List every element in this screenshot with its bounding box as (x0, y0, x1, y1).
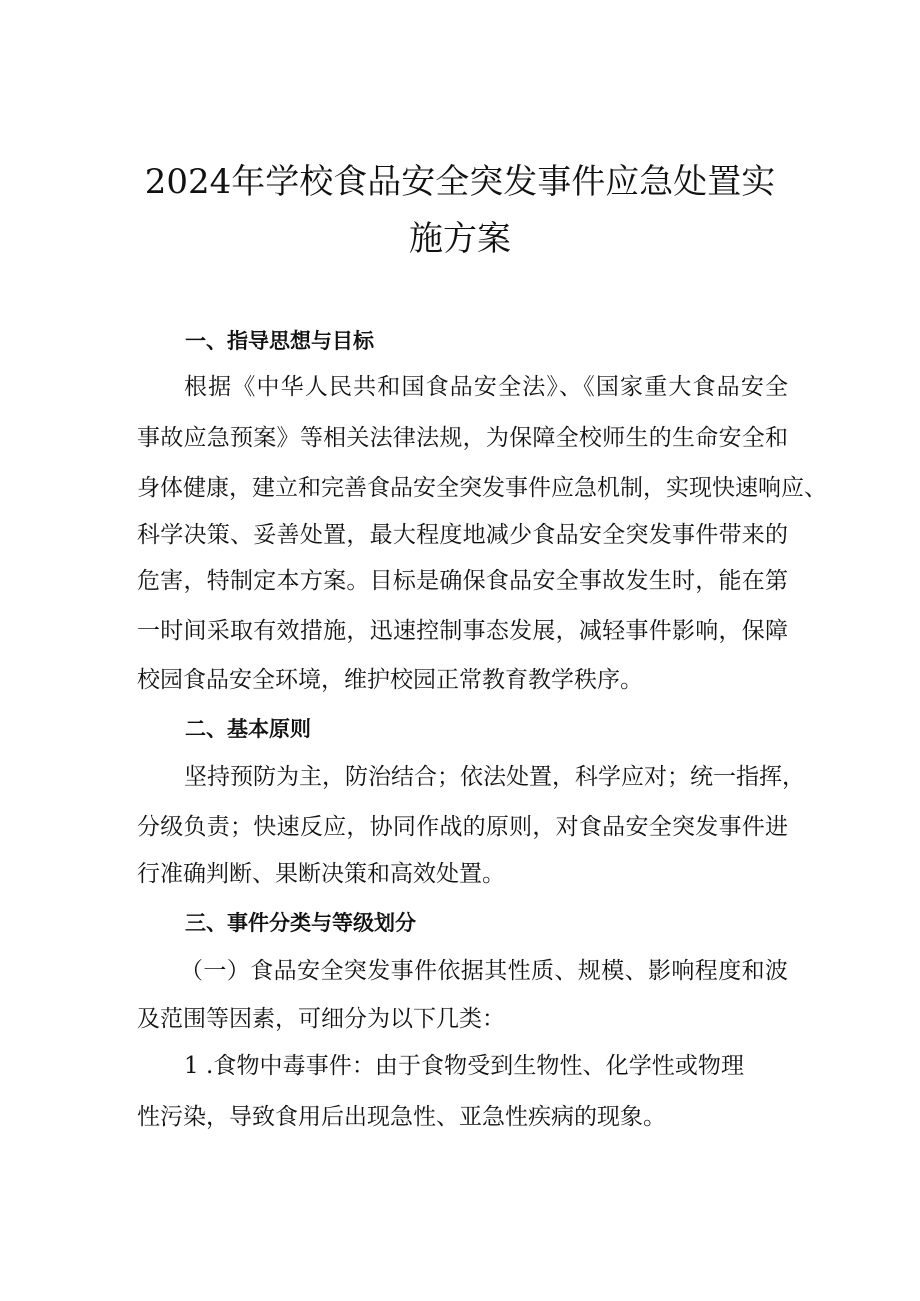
list-item-food-poisoning: 1 .食物中毒事件：由于食物受到生物性、化学性或物理 (184, 1053, 744, 1079)
paragraph-line: 根据《中华人民共和国食品安全法》、《国家重大食品安全 (184, 374, 788, 400)
section-heading-event-classification: 三、事件分类与等级划分 (185, 911, 416, 935)
paragraph-line: 危害，特制定本方案。目标是确保食品安全事故发生时，能在第 (137, 568, 788, 594)
paragraph-line: 及范围等因素，可细分为以下几类： (137, 1006, 505, 1032)
paragraph-line: 事故应急预案》等相关法律法规，为保障全校师生的生命安全和 (137, 425, 788, 451)
document-title-line-1: 2024年学校食品安全突发事件应急处置实 (144, 162, 776, 202)
paragraph-line: 一时间采取有效措施，迅速控制事态发展，减轻事件影响，保障 (137, 618, 788, 644)
paragraph-line: 性污染，导致食用后出现急性、亚急性疾病的现象。 (137, 1104, 666, 1130)
paragraph-line: 身体健康，建立和完善食品安全突发事件应急机制，实现快速响应、 (137, 475, 827, 501)
section-heading-guiding-ideology: 一、指导思想与目标 (185, 329, 374, 353)
document-title-line-2: 施方案 (409, 219, 511, 259)
paragraph-line: 分级负责；快速反应，协同作战的原则，对食品安全突发事件进 (137, 814, 788, 840)
paragraph-line: （一）食品安全突发事件依据其性质、规模、影响程度和波 (180, 958, 788, 984)
paragraph-line: 科学决策、妥善处置，最大程度地减少食品安全突发事件带来的 (137, 522, 788, 548)
paragraph-line: 校园食品安全环境，维护校园正常教育教学秩序。 (137, 667, 643, 693)
paragraph-line: 坚持预防为主，防治结合；依法处置，科学应对；统一指挥， (184, 764, 805, 790)
paragraph-line: 行准确判断、果断决策和高效处置。 (137, 861, 505, 887)
section-heading-basic-principles: 二、基本原则 (185, 717, 311, 741)
